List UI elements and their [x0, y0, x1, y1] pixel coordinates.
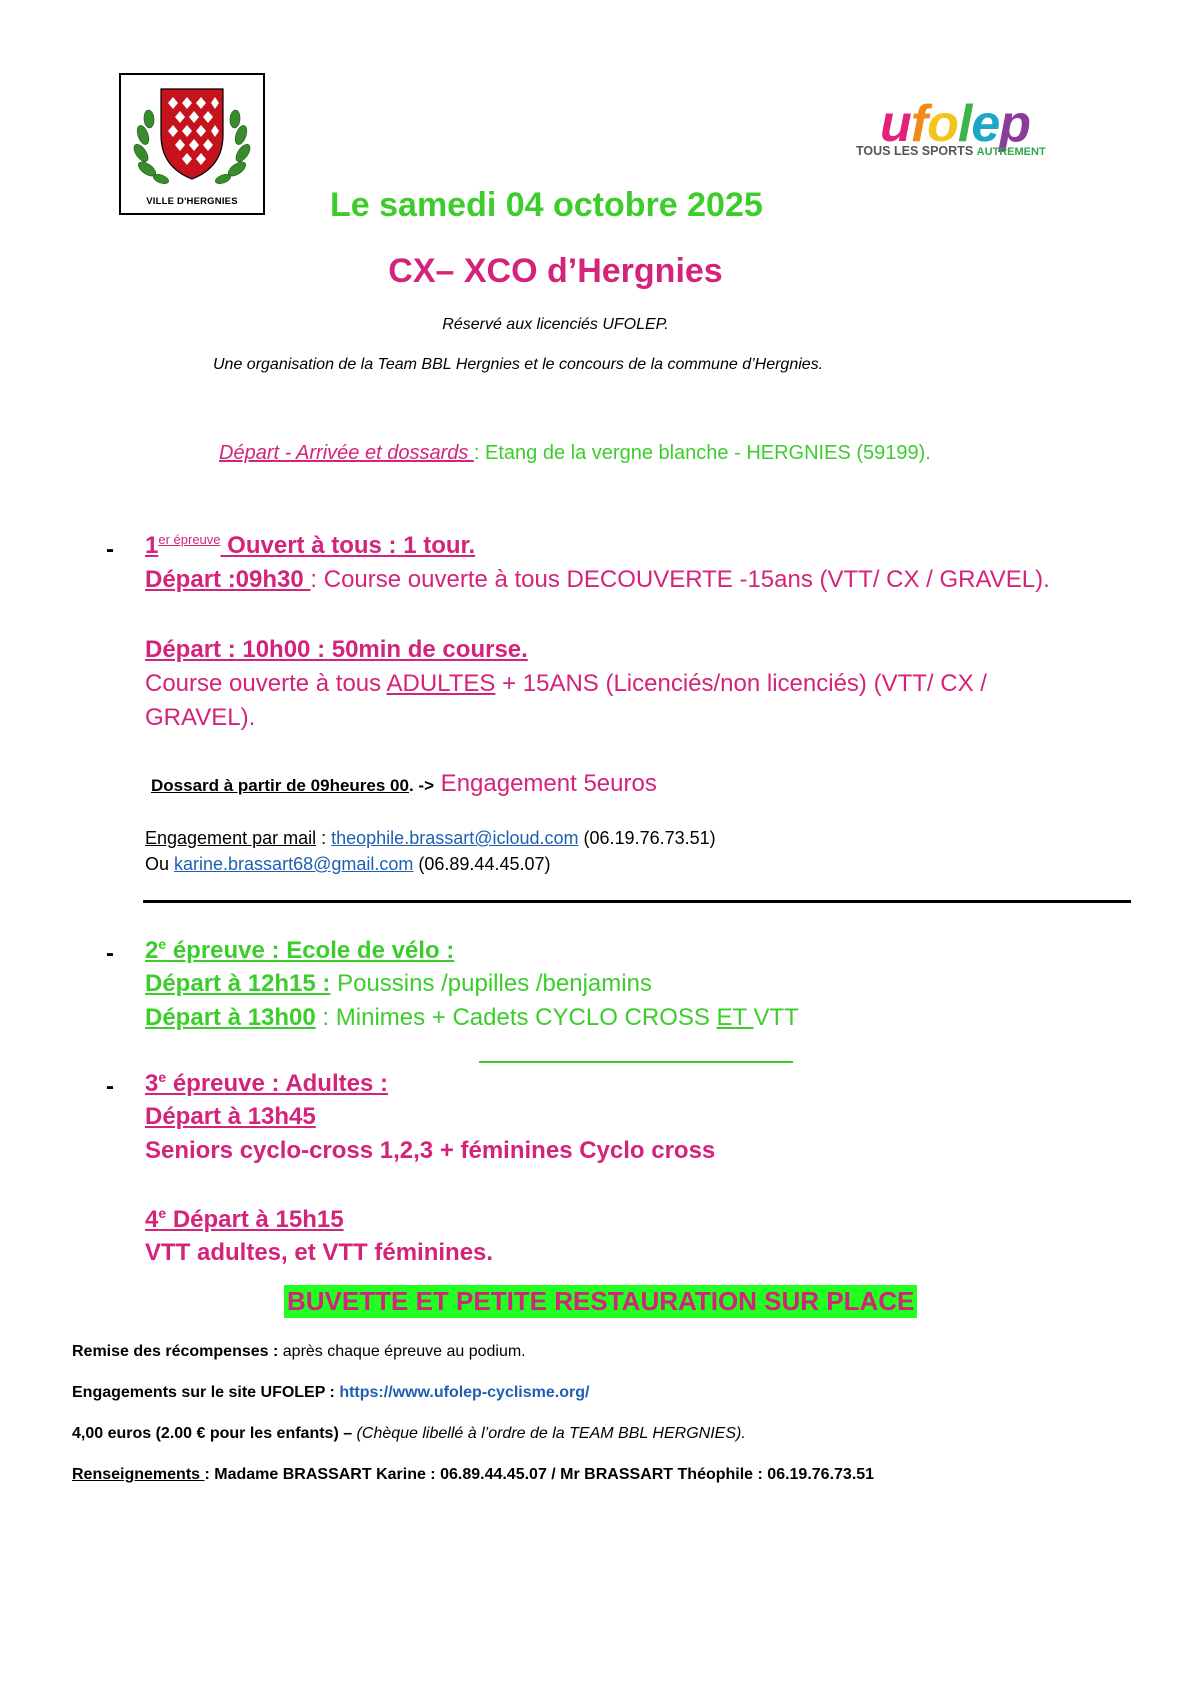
mail-link-theophile[interactable]: theophile.brassart@icloud.com [331, 828, 579, 848]
epreuve-1-depart-2-line1: Course ouverte à tous ADULTES + 15ANS (Licenciés/non licenciés) (VTT/ CX / [145, 670, 987, 697]
town-crest [119, 73, 265, 215]
ufolep-site-link[interactable]: https://www.ufolep-cyclisme.org/ [339, 1384, 590, 1401]
remise-line: Remise des récompenses : après chaque épreuve au podium. [72, 1343, 526, 1360]
mail-line-2: Ou karine.brassart68@gmail.com (06.89.44.45.07) [145, 854, 551, 874]
epreuve-3-categories: Seniors cyclo-cross 1,2,3 + féminines Cyclo cross [145, 1137, 716, 1164]
buvette-banner: BUVETTE ET PETITE RESTAURATION SUR PLACE [284, 1285, 917, 1318]
reserved-note: Réservé aux licenciés UFOLEP. [442, 316, 669, 333]
green-divider [479, 1061, 793, 1063]
ufolep-logo [850, 95, 1095, 170]
epreuve-3-depart: Départ à 13h45 [145, 1103, 316, 1130]
event-date: Le samedi 04 octobre 2025 [330, 186, 763, 224]
depart-info [219, 442, 931, 465]
epreuve-1-depart-2-label: Départ : 10h00 : 50min de course. [145, 636, 528, 663]
event-title: CX– XCO d’Hergnies [388, 252, 723, 290]
ufolep-wordmark: ufolep [880, 95, 1030, 153]
bullet-epreuve-2: - [106, 940, 114, 967]
epreuve-1-depart-2-line2: GRAVEL). [145, 704, 256, 731]
mail-line-1: Engagement par mail : theophile.brassart@icloud.com (06.19.76.73.51) [145, 828, 716, 848]
epreuve-4-categories: VTT adultes, et VTT féminines. [145, 1239, 494, 1266]
epreuve-1-title: $1^{er épreuve}$ Ouvert à tous : 1 tour. [145, 532, 476, 559]
section-divider [143, 900, 1131, 903]
epreuve-3-title: 3e épreuve : Adultes : [145, 1069, 388, 1097]
site-line: Engagements sur le site UFOLEP : https://www.ufolep-cyclisme.org/ [72, 1384, 590, 1401]
epreuve-2-depart-1: Départ à 12h15 : Poussins /pupilles /benjamins [145, 970, 652, 997]
depart-info-label: Départ - Arrivée et dossards [219, 442, 474, 464]
organisation-note: Une organisation de la Team BBL Hergnies et le concours de la commune d’Hergnies. [213, 356, 824, 373]
epreuve-2-title: 2e épreuve : Ecole de vélo : [145, 936, 455, 964]
ufolep-tagline: TOUS LES SPORTS AUTREMENT [856, 144, 1046, 158]
epreuve-4-title: 4e Départ à 15h15 [145, 1205, 344, 1233]
price-line: 4,00 euros (2.00 € pour les enfants) – (Chèque libellé à l’ordre de la TEAM BBL HERGNIES). [72, 1425, 746, 1442]
dossard-info: Dossard à partir de 09heures 00. -> Engagement 5euros [151, 770, 657, 797]
bullet-epreuve-3: - [106, 1073, 114, 1100]
crest-caption: VILLE D'HERGNIES [146, 196, 238, 207]
mail-link-karine[interactable]: karine.brassart68@gmail.com [174, 854, 414, 874]
depart-info-value: : Etang de la vergne blanche - HERGNIES (59199). [473, 442, 931, 464]
crest-shield-icon [121, 75, 263, 193]
renseignements-line: Renseignements : Madame BRASSART Karine : 06.89.44.45.07 / Mr BRASSART Théophile : 06.19.76.73.51 [72, 1466, 875, 1483]
bullet-epreuve-1: - [106, 536, 114, 563]
epreuve-2-depart-2: Départ à 13h00 : Minimes + Cadets CYCLO CROSS ET VTT [145, 1004, 799, 1031]
epreuve-1-depart-1: Départ :09h30 : Course ouverte à tous DECOUVERTE -15ans (VTT/ CX / GRAVEL). [145, 566, 1050, 593]
